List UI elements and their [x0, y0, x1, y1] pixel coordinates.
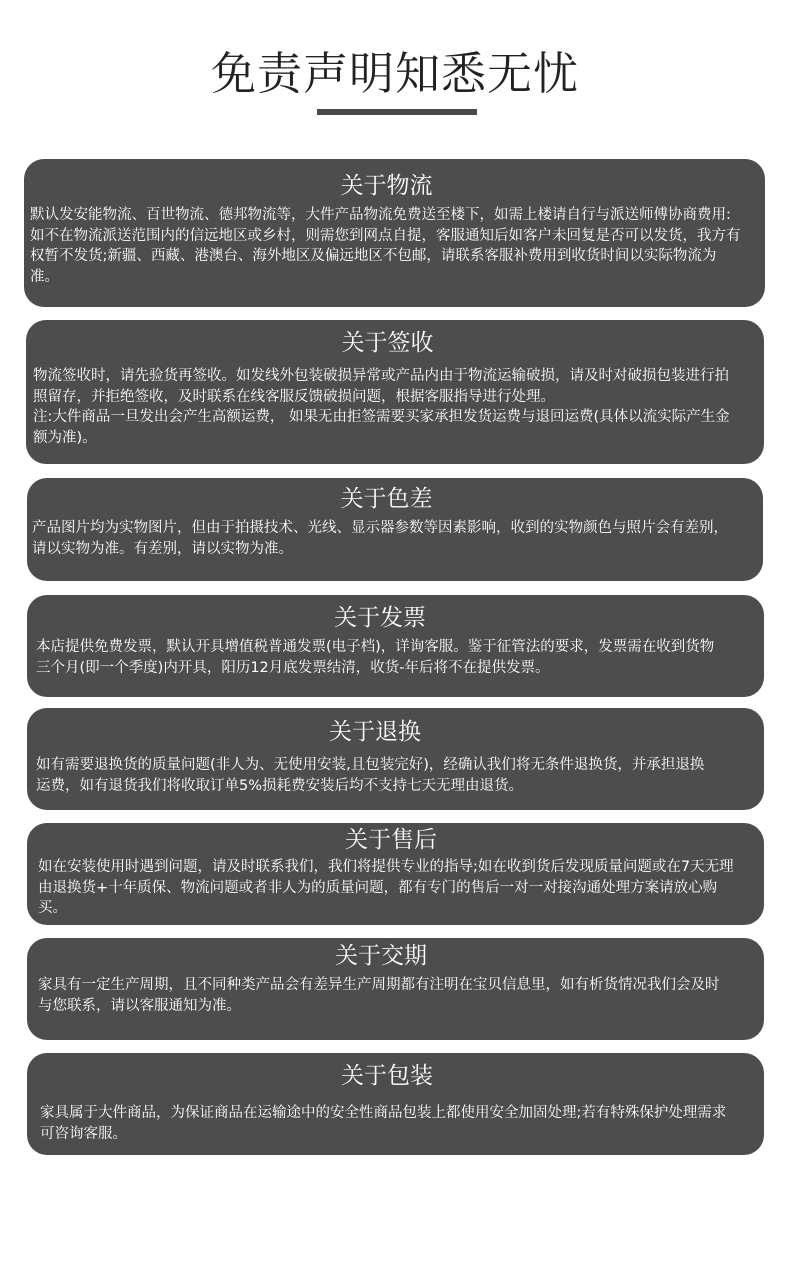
signing-card [26, 320, 764, 464]
delivery-time-body: 家具有一定生产周期，且不同种类产品会有差异生产周期都有注明在宝贝信息里，如有析货情况我们会及时与您联系，请以客服通知为准。 [38, 977, 720, 1014]
delivery-time-title: 关于交期 [335, 943, 427, 969]
invoice-card [27, 595, 764, 697]
signing-body: 物流签收时，请先验货再签收。如发线外包装破损异常或产品内由于物流运输破损，请及时对破损包装进行拍照留存，并拒绝签收，及时联系在线客服反馈破损问题，根据客服指导进行处理。 注:大件商品一旦发出会产生高额运费， 如果无由拒签需要买家承担发货运费与退回运费(具体以流实际产生金额为准)。 [33, 368, 730, 446]
return-exchange-card [27, 708, 764, 810]
color-difference-title: 关于色差 [340, 486, 433, 512]
signing-title: 关于签收 [341, 330, 434, 356]
after-sales-card [27, 823, 764, 925]
packaging-title: 关于包装 [341, 1063, 433, 1089]
logistics-body: 默认发安能物流、百世物流、德邦物流等，大件产品物流免费送至楼下，如需上楼请自行与派送师傅协商费用:如不在物流派送范围内的信远地区或乡村，则需您到网点自提，客服通知后如客户未回复是否可以发货，我方有权暂不发货;新疆、西藏、港澳台、海外地区及偏远地区不包邮，请联系客服补费用到收货时间以实际物流为准。 [30, 207, 741, 285]
packaging-card [27, 1053, 764, 1155]
invoice-body: 本店提供免费发票，默认开具增值税普通发票(电子档)，详询客服。鉴于征管法的要求，发票需在收到货物三个月(即一个季度)内开具，阳历12月底发票结清，收货-年后将不在提供发票。 [36, 639, 715, 676]
title-underline [317, 109, 477, 115]
after-sales-title: 关于售后 [345, 827, 437, 853]
return-exchange-title: 关于退换 [329, 719, 421, 745]
color-difference-card [27, 478, 763, 581]
delivery-time-card [27, 938, 764, 1040]
invoice-title: 关于发票 [334, 605, 426, 631]
color-difference-body: 产品图片均为实物图片，但由于拍摄技术、光线、显示器参数等因素影响，收到的实物颜色与照片会有差别，请以实物为准。有差别，请以实物为准。 [32, 520, 728, 557]
page-title: 免责声明知悉无忧 [210, 47, 579, 100]
after-sales-body: 如在安装使用时遇到问题，请及时联系我们，我们将提供专业的指导;如在收到货后发现质量问题或在7天无理由退换货+十年质保、物流问题或者非人为的质量问题，都有专门的售后一对一对接沟通处理方案请放心购买。 [38, 859, 734, 916]
packaging-body: 家具属于大件商品，为保证商品在运输途中的安全性商品包装上都使用安全加固处理;若有特殊保护处理需求可咨询客服。 [40, 1105, 727, 1142]
logistics-title: 关于物流 [340, 173, 433, 199]
return-exchange-body: 如有需要退换货的质量问题(非人为、无使用安装,且包装完好)，经确认我们将无条件退换货，并承担退换运费，如有退货我们将收取订单5%损耗费安装后均不支持七天无理由退货。 [36, 757, 705, 794]
logistics-card [24, 159, 765, 307]
